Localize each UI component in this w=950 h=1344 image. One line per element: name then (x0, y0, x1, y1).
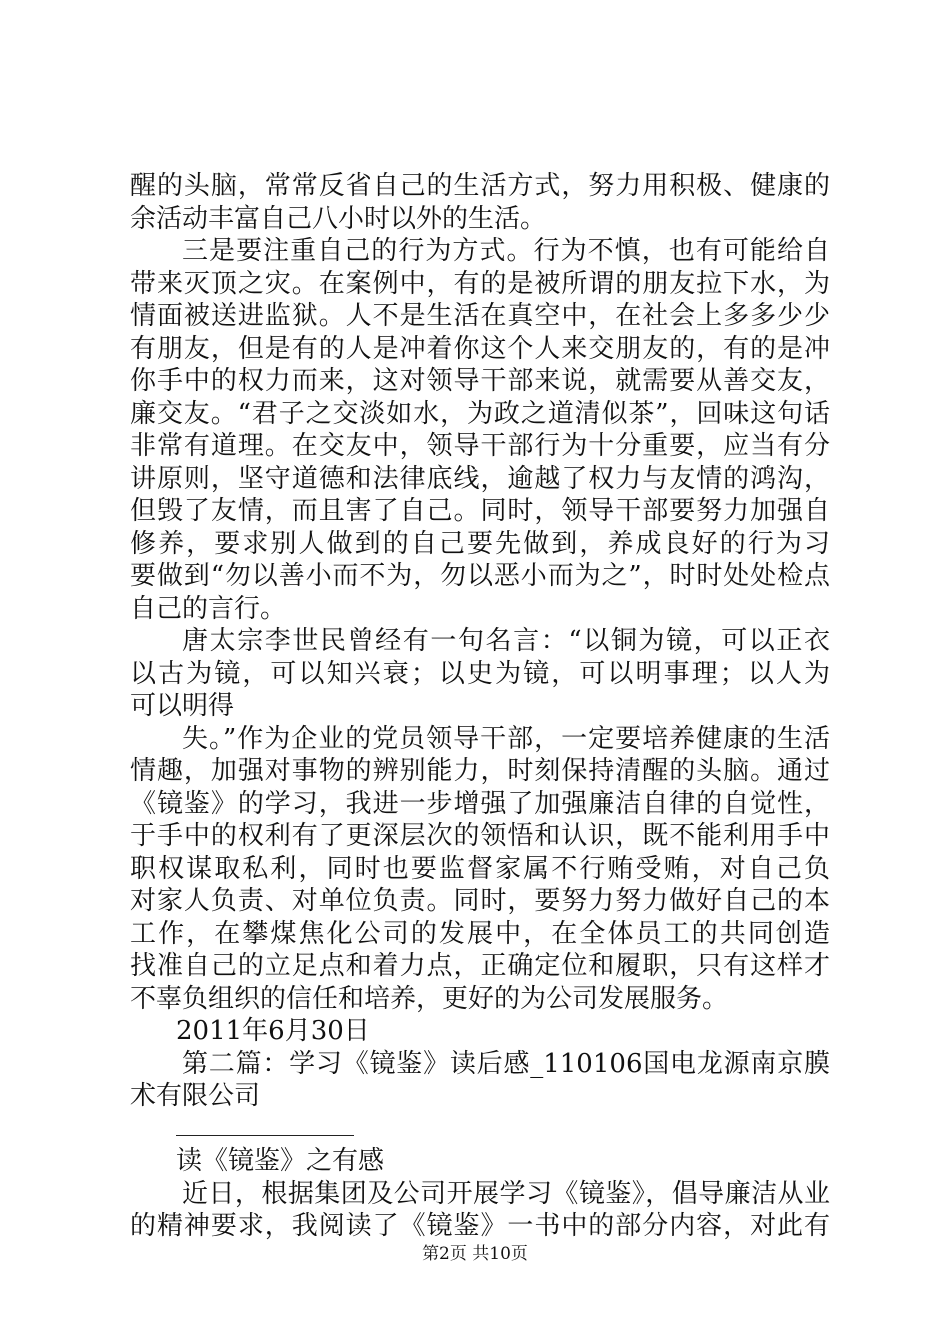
article-title: 读《镜鉴》之有感 (176, 1146, 385, 1176)
text-line: 余活动丰富自己八小时以外的生活。 (130, 203, 547, 234)
paragraph-start-line: 近日，根据集团及公司开展学习《镜鉴》，倡导廉洁从业 (182, 1178, 830, 1209)
page-number-footer: 第2页 共10页 (422, 1244, 528, 1264)
text-line: 以古为镜，可以知兴衰；以史为镜，可以明事理；以人为 (130, 658, 830, 689)
text-line: 找准自己的立足点和着力点，正确定位和履职，只有这样才 (130, 951, 830, 981)
rule-line (176, 1135, 354, 1136)
section-heading-line: 第二篇：学习《镜鉴》读后感_110106国电龙源南京膜 (182, 1048, 830, 1079)
text-line: 你手中的权力而来，这对领导干部来说，就需要从善交友， (130, 366, 830, 396)
text-line: 但毁了友情，而且害了自己。同时，领导干部要努力加强自 (130, 496, 830, 526)
date-line: 2011年6月30日 (176, 1016, 370, 1046)
text-line: 工作，在攀煤焦化公司的发展中，在全体员工的共同创造 (130, 918, 830, 949)
text-line: 对家人负责、对单位负责。同时，要努力努力做好自己的本 (130, 886, 830, 916)
text-line: 的精神要求，我阅读了《镜鉴》一书中的部分内容，对此有 (130, 1211, 830, 1241)
text-line: 自己的言行。 (130, 593, 287, 624)
paragraph-start-line: 三是要注重自己的行为方式。行为不慎，也有可能给自 (182, 236, 830, 266)
text-line: 有朋友，但是有的人是冲着你这个人来交朋友的，有的是冲 (130, 333, 830, 364)
text-line: 带来灭顶之灾。在案例中，有的是被所谓的朋友拉下水，为 (130, 268, 830, 299)
document-body (130, 170, 830, 1243)
text-line: 要做到“勿以善小而不为，勿以恶小而为之”，时时处处检点 (130, 561, 830, 591)
paragraph-start-line: 唐太宗李世民曾经有一句名言：“以铜为镜，可以正衣 (182, 626, 830, 656)
text-line: 可以明得 (130, 691, 235, 721)
text-line: 廉交友。“君子之交淡如水，为政之道清似茶”，回味这句话 (130, 398, 830, 429)
text-line: 情趣，加强对事物的辨别能力，时刻保持清醒的头脑。通过 (130, 756, 830, 786)
text-line: 不辜负组织的信任和培养，更好的为公司发展服务。 (130, 983, 729, 1014)
text-line: 醒的头脑，常常反省自己的生活方式，努力用积极、健康的 (130, 171, 830, 201)
text-line: 于手中的权利有了更深层次的领悟和认识，既不能利用手中 (130, 821, 830, 851)
text-line: 职权谋取私利，同时也要监督家属不行贿受贿，对自己负 (130, 853, 830, 884)
horizontal-rule (130, 1113, 830, 1146)
text-line: 情面被送进监狱。人不是生活在真空中，在社会上多多少少 (130, 301, 830, 331)
text-line: 《镜鉴》的学习，我进一步增强了加强廉洁自律的自觉性， (130, 788, 830, 819)
paragraph-start-line: 失。”作为企业的党员领导干部，一定要培养健康的生活 (182, 723, 830, 754)
section-heading-line: 术有限公司 (130, 1081, 261, 1111)
text-line: 非常有道理。在交友中，领导干部行为十分重要，应当有分 (130, 431, 830, 461)
text-line: 讲原则，坚守道德和法律底线，逾越了权力与友情的鸿沟， (130, 463, 830, 494)
text-line: 修养，要求别人做到的自己要先做到，养成良好的行为习 (130, 528, 830, 559)
